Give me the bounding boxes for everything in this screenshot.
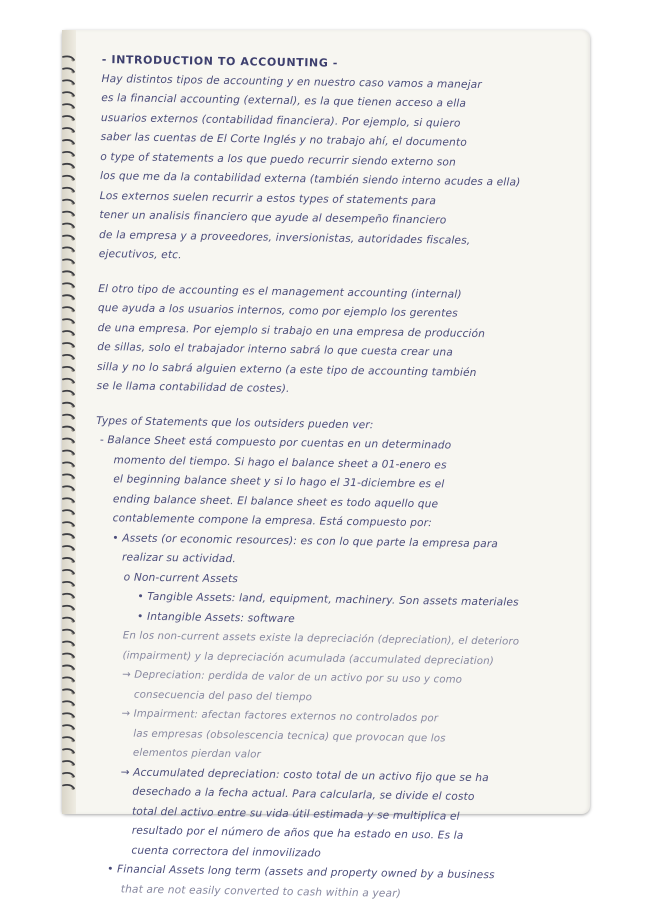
text-line: momento del tiempo. Si hago el balance sheet a 01-enero es — [113, 453, 447, 471]
text-line: • Assets (or economic resources): es con lo que parte la empresa para — [112, 531, 499, 550]
text-line: que ayuda a los usuarios internos, como por ejemplo los gerentes — [97, 301, 458, 320]
text-line: de la empresa y a proveedores, inversionistas, autoridades fiscales, — [99, 228, 471, 247]
tangible-assets-line: • Tangible Assets: land, equipment, machinery. Son assets materiales — [137, 590, 519, 609]
text-line: ejecutivos, etc. — [98, 247, 182, 262]
text-line: tener un analisis financiero que ayude al desempeño financiero — [99, 208, 447, 227]
intangible-assets-line: • Intangible Assets: software — [137, 610, 295, 625]
text-line: → Accumulated depreciation: costo total de un activo fijo que se ha — [120, 765, 489, 784]
financial-assets-section — [107, 860, 556, 906]
text-line: El otro tipo de accounting es el management accounting (internal) — [98, 282, 462, 301]
text-line: (impairment) y la depreciación acumulada (accumulated depreciation) — [122, 649, 494, 667]
text-line: las empresas (obsolescencia tecnica) que provocan que los — [133, 728, 446, 744]
text-line: Hay distintos tipos de accounting y en nuestro caso vamos a manejar — [101, 72, 482, 91]
text-line: el beginning balance sheet y si lo hago el 31-diciembre es el — [113, 473, 445, 491]
text-line: desechado a la fecha actual. Para calcularla, se divide el costo — [132, 785, 475, 803]
text-line: contablemente compone la empresa. Está compuesto por: — [112, 512, 432, 530]
text-line: Los externos suelen recurrir a estos types of statements para — [99, 189, 437, 207]
text-line: es la financial accounting (external), es la que tienen acceso a ella — [101, 91, 467, 110]
text-line: o type of statements a los que puedo recurrir siendo externo son — [100, 150, 457, 169]
text-line: de una empresa. Por ejemplo si trabajo en una empresa de producción — [97, 321, 486, 340]
balance-sheet-section — [98, 431, 561, 536]
text-line: elementos pierdan valor — [132, 747, 261, 761]
paragraph-financial-accounting — [99, 69, 568, 271]
text-line: realizar su actividad. — [121, 551, 236, 566]
spiral-binding-icon — [62, 52, 88, 796]
depreciation-notes — [121, 626, 559, 769]
text-line: ending balance sheet. El balance sheet es todo aquello que — [112, 492, 439, 510]
text-line: se le llama contabilidad de costes). — [96, 379, 290, 395]
text-line: saber las cuentas de El Corte Inglés y no trabajo ahí, el documento — [100, 130, 467, 149]
text-line: silla y no lo sabrá alguien externo (a este tipo de accounting también — [96, 360, 477, 379]
types-heading: Types of Statements que los outsiders pueden ver: — [96, 414, 374, 431]
text-line: - Balance Sheet está compuesto por cuentas en un determinado — [99, 434, 452, 452]
non-current-assets-heading: o Non-current Assets — [123, 570, 239, 585]
page-title: - INTRODUCTION TO ACCOUNTING - — [101, 52, 339, 70]
text-line: • Financial Assets long term (assets and property owned by a business — [107, 863, 495, 882]
text-line: → Depreciation: perdida de valor de un activo por su uso y como — [122, 669, 463, 686]
notebook-page — [62, 30, 590, 900]
paragraph-management-accounting — [97, 279, 565, 403]
accumulated-depreciation-notes — [119, 763, 556, 867]
text-line: total del activo entre su vida útil estimada y se multiplica el — [131, 805, 460, 823]
text-line: → Impairment: afectan factores externos no controlados por — [121, 708, 439, 725]
assets-section — [112, 529, 561, 575]
text-line: de sillas, solo el trabajador interno sabrá lo que cuesta crear una — [97, 340, 454, 359]
text-line: En los non-current assets existe la depreciación (depreciation), el deterioro — [122, 630, 520, 648]
text-line: resultado por el número de años que ha estado en uso. Es la — [131, 824, 464, 842]
text-line: los que me da la contabilidad externa (también siendo interno acudes a ella) — [99, 169, 521, 189]
handwritten-notes — [90, 50, 568, 900]
text-line: usuarios externos (contabilidad financiera). Por ejemplo, si quiero — [100, 111, 461, 130]
text-line: that are not easily converted to cash within a year) — [120, 882, 402, 900]
text-line: cuenta correctora del inmovilizado — [131, 844, 321, 860]
text-line: consecuencia del paso del tiempo — [133, 689, 313, 703]
